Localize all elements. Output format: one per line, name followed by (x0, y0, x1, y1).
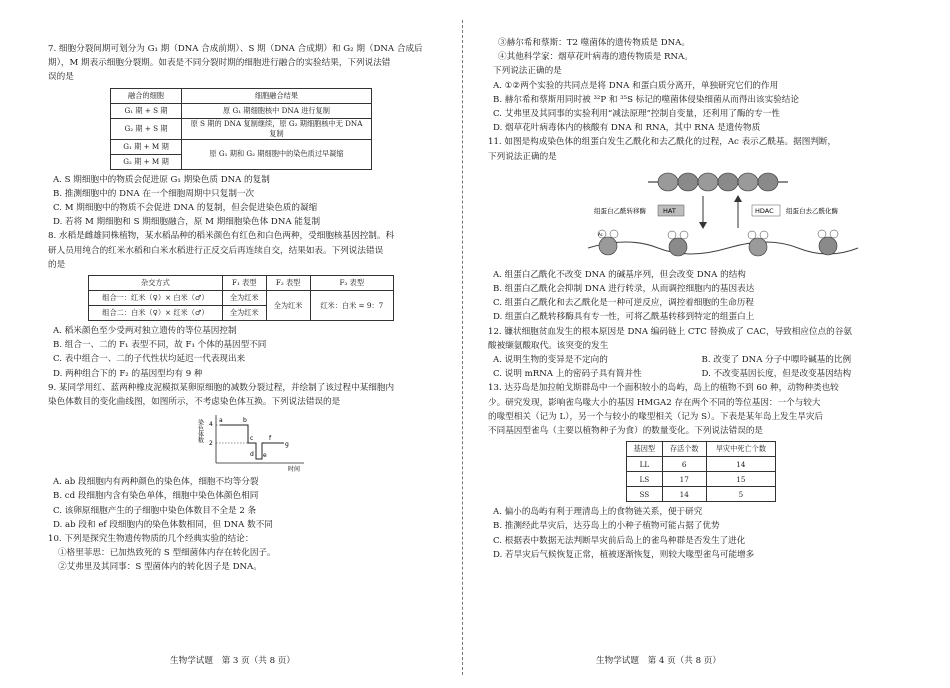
q7-option-d: D. 若将 M 期细胞和 S 期细胞融合，原 M 期细胞染色体 DNA 能复制 (53, 217, 321, 228)
q13-cell: 5 (706, 487, 775, 502)
q8-th: 杂交方式 (89, 276, 223, 291)
q13-stem-4: 不同基因型雀鸟（主要以植物种子为食）的数量变化。下列说法错误的是 (488, 426, 764, 437)
q13-cell: LS (627, 472, 663, 487)
q9-option-c: C. 该卵原细胞产生的子细胞中染色体数目不全是 2 条 (53, 505, 257, 516)
q12-option-a: A. 说明生物的变异是不定向的 (493, 355, 608, 366)
question-9 (48, 381, 462, 532)
q9-point-e: e (263, 452, 267, 460)
q13-option-a: A. 偏小的岛屿有利于理清岛上的食物链关系，便于研究 (493, 507, 703, 518)
q11-option-a: A. 组蛋白乙酰化不改变 DNA 的碱基序列，但会改变 DNA 的结构 (493, 269, 746, 280)
q13-stem-3: 的喙型相关（记为 L），另一个与较小的喙型相关（记为 S）。下表是某年岛上发生旱灾后 (488, 411, 824, 422)
q7-th-result: 细胞融合结果 (182, 88, 372, 103)
q9-option-d: D. ab 段和 ef 段细胞内的染色体数相同，但 DNA 数不同 (53, 519, 273, 530)
q13-cell: LL (627, 457, 663, 472)
q7-option-a: A. S 期细胞中的物质会促进原 G₁ 期染色质 DNA 的复制 (53, 174, 270, 185)
question-10 (48, 532, 462, 575)
q13-cell: 14 (662, 487, 706, 502)
q9-point-g: g (285, 441, 289, 449)
q12-option-b: B. 改变了 DNA 分子中嘌呤碱基的比例 (701, 355, 852, 366)
q13-cell: 6 (662, 457, 706, 472)
q10-item-2: ②艾弗里及其同事：S 型菌体内的转化因子是 DNA。 (58, 562, 262, 573)
q7-cell: 原 G₁ 期细胞核中 DNA 进行复制 (182, 103, 372, 118)
question-12 (488, 325, 910, 382)
q13-cell: 14 (706, 457, 775, 472)
page-4-footer: 生物学试题 第 4 页（共 8 页） (596, 656, 721, 666)
q8-th: F₁ 表型 (222, 276, 266, 291)
q8-th: F₃ 表型 (310, 276, 393, 291)
question-7 (48, 42, 462, 229)
q9-ylabel: 染色体数 (196, 419, 204, 444)
hdac-enzyme: HDAC (755, 206, 774, 215)
q8-option-c: C. 表中组合一、二的子代性状均延迟一代表现出来 (53, 354, 246, 365)
hat-enzyme: HAT (663, 206, 676, 215)
q11-histone-figure (528, 166, 908, 266)
q8-cell: 全为红米 (222, 291, 266, 306)
q10-option-d: D. 烟草花叶病毒体内的核酸有 DNA 和 RNA，其中 RNA 是遗传物质 (493, 123, 761, 134)
q10-item-1: ①格里菲思：已加热致死的 S 型细菌体内存在转化因子。 (58, 548, 276, 559)
q13-th: 基因型 (627, 442, 663, 457)
q7-cell: 原 G₁ 期和 G₂ 期细胞中的染色质过早凝缩 (182, 139, 372, 169)
q7-table (110, 88, 372, 170)
q9-point-c: c (250, 435, 254, 443)
q9-option-a: A. ab 段细胞内有两种颜色的染色体，细胞不均等分裂 (53, 477, 259, 488)
q7-cell: G₂ 期 + S 期 (111, 118, 182, 139)
q7-stem-3: 误的是 (48, 72, 74, 83)
q11-stem-1: 11. 如图是构成染色体的组蛋白发生乙酰化和去乙酰化的过程，Ac 表示乙酰基。据图判断， (488, 137, 837, 148)
page-4 (466, 0, 950, 688)
q9-chromosome-chart (190, 411, 310, 473)
page-3 (0, 0, 462, 688)
hdac-enzyme-label: 组蛋白去乙酰化酶 (786, 206, 838, 215)
q7-cell: G₂ 期 + M 期 (111, 154, 182, 169)
q10-item-3: ③赫尔希和蔡斯：T2 噬菌体的遗传物质是 DNA。 (498, 38, 690, 48)
q7-cell: 原 S 期的 DNA 复制继续，原 G₂ 期细胞核中无 DNA 复制 (182, 118, 372, 139)
q13-table (626, 441, 776, 502)
q8-option-d: D. 两种组合下的 F₂ 的基因型均有 9 种 (53, 368, 203, 379)
q9-stem-2: 染色体数目的变化曲线图，如图所示，不考虑染色体互换。下列说法错误的是 (48, 397, 341, 408)
q12-stem-2: 酸被缬氨酸取代。该突变的发生 (488, 340, 609, 351)
q8-stem-2: 研人员用纯合的红米水稻和白米水稻进行正反交后再连续自交，结果如表。下列说法错误 (48, 245, 384, 256)
q12-option-d: D. 不改变基因长度，但是改变基因结构 (701, 369, 852, 380)
ac-label: Ac (598, 231, 603, 237)
q13-th: 存活个数 (662, 442, 706, 457)
page-3-footer: 生物学试题 第 3 页（共 8 页） (170, 656, 295, 666)
q13-cell: SS (627, 487, 663, 502)
open-chromatin (588, 230, 858, 256)
q11-option-c: C. 组蛋白乙酰化和去乙酰化是一种可逆反应，调控着细胞的生命历程 (493, 298, 754, 309)
q8-th: F₂ 表型 (266, 276, 310, 291)
q7-th-cells: 融合的细胞 (111, 88, 182, 103)
q8-option-b: B. 组合一、二的 F₁ 表型不同，故 F₁ 个体的基因型不同 (53, 340, 267, 351)
q10-stem: 10. 下列是探究生物遗传物质的几个经典实验的结论： (48, 534, 254, 545)
q13-option-d: D. 若旱灾后气候恢复正常，植被逐渐恢复，则较大喙型雀鸟可能增多 (493, 549, 755, 560)
q10-option-b: B. 赫尔希和蔡斯用同时被 ³²P 和 ³⁵S 标记的噬菌体侵染细菌从而得出该实验结论 (493, 94, 799, 105)
q8-f3: 红米：白米 = 9：7 (310, 291, 393, 321)
q10-option-c: C. 艾弗里及其同事的实验利用“减法原理”控制自变量，还利用了酶的专一性 (493, 109, 780, 120)
question-13 (488, 381, 910, 562)
q9-point-b: b (243, 417, 247, 425)
condensed-chromatin (648, 173, 788, 191)
q13-stem-2: 少。研究发现，影响雀鸟喙大小的基因 HMGA2 存在两个不同的等位基因：一个与较大 (488, 397, 821, 408)
q8-stem-3: 的是 (48, 259, 66, 270)
q8-f2: 全为红米 (266, 291, 310, 321)
hat-enzyme-label: 组蛋白乙酰转移酶 (594, 206, 646, 215)
q11-stem-2: 下列说法正确的是 (488, 151, 557, 162)
question-8 (48, 229, 462, 380)
q7-option-c: C. M 期细胞中的物质不会促进 DNA 的复制，但会促进染色质的凝缩 (53, 203, 318, 214)
q9-point-a: a (219, 417, 223, 425)
q8-cell: 组合一：红米（♀）× 白米（♂） (89, 291, 223, 306)
q9-tick-4: 4 (209, 421, 213, 429)
q7-stem-1: 7. 细胞分裂间期可划分为 G₁ 期（DNA 合成前期）、S 期（DNA 合成期）和 G₂ 期（DNA 合成后 (48, 44, 423, 54)
q11-option-b: B. 组蛋白乙酰化会抑制 DNA 进行转录，从而调控细胞内的基因表达 (493, 284, 755, 295)
q10-option-a: A. ①②两个实验的共同点是将 DNA 和蛋白质分离开，单独研究它们的作用 (493, 80, 779, 91)
q8-option-a: A. 稻米颜色至少受两对独立遗传的等位基因控制 (53, 326, 237, 337)
q13-th: 旱灾中死亡个数 (706, 442, 775, 457)
question-10-continued (488, 36, 910, 135)
q13-cell: 15 (706, 472, 775, 487)
q12-option-c: C. 说明 mRNA 上的密码子具有简并性 (493, 369, 642, 380)
q8-stem-1: 8. 水稻是雌雄同株植物，某水稻品种的稻米颜色有红色和白色两种，受细胞核基因控制。科 (48, 231, 395, 242)
q7-stem-2: 期），M 期表示细胞分裂期。如表是不同分裂时期的细胞进行融合的实验结果，下列说法错 (48, 58, 391, 69)
q7-cell: G₁ 期 + M 期 (111, 139, 182, 154)
q9-option-b: B. cd 段细胞内含有染色单体，细胞中染色体颜色相同 (53, 491, 259, 502)
q13-cell: 17 (662, 472, 706, 487)
q13-stem-1: 13. 达芬岛是加拉帕戈斯群岛中一个面积较小的岛屿，岛上的植物不到 60 种，动物种类也较 (488, 383, 839, 394)
q8-cell: 全为红米 (222, 306, 266, 321)
q10-item-4: ④其他科学家：烟草花叶病毒的遗传物质是 RNA。 (498, 52, 693, 63)
q9-point-f: f (269, 435, 272, 443)
page-divider (462, 20, 463, 675)
q9-stem-1: 9. 某同学用红、蓝两种橡皮泥模拟某卵原细胞的减数分裂过程，并绘制了该过程中某细胞内 (48, 382, 395, 393)
q8-cell: 组合二：白米（♀）× 红米（♂） (89, 306, 223, 321)
q10-lead: 下列说法正确的是 (493, 66, 562, 77)
q9-tick-2: 2 (209, 440, 213, 448)
q13-option-c: C. 根据表中数据无法判断旱灾前后岛上的雀鸟种群是否发生了进化 (493, 535, 746, 546)
q8-table (88, 275, 394, 321)
q9-xlabel: 时间 (288, 466, 301, 474)
q7-option-b: B. 推测细胞中的 DNA 在一个细胞周期中只复制一次 (53, 188, 255, 199)
question-11 (488, 135, 910, 324)
q13-option-b: B. 推测经此旱灾后，达芬岛上的小种子植物可能占据了优势 (493, 521, 720, 532)
q9-point-d: d (250, 451, 254, 459)
q7-cell: G₁ 期 + S 期 (111, 103, 182, 118)
q11-option-d: D. 组蛋白乙酰转移酶具有专一性，可将乙酰基转移到特定的组蛋白上 (493, 312, 755, 323)
q12-stem-1: 12. 镰状细胞贫血发生的根本原因是 DNA 编码链上 CTC 替换成了 CAC，导致相应位点的谷氨 (488, 326, 852, 337)
